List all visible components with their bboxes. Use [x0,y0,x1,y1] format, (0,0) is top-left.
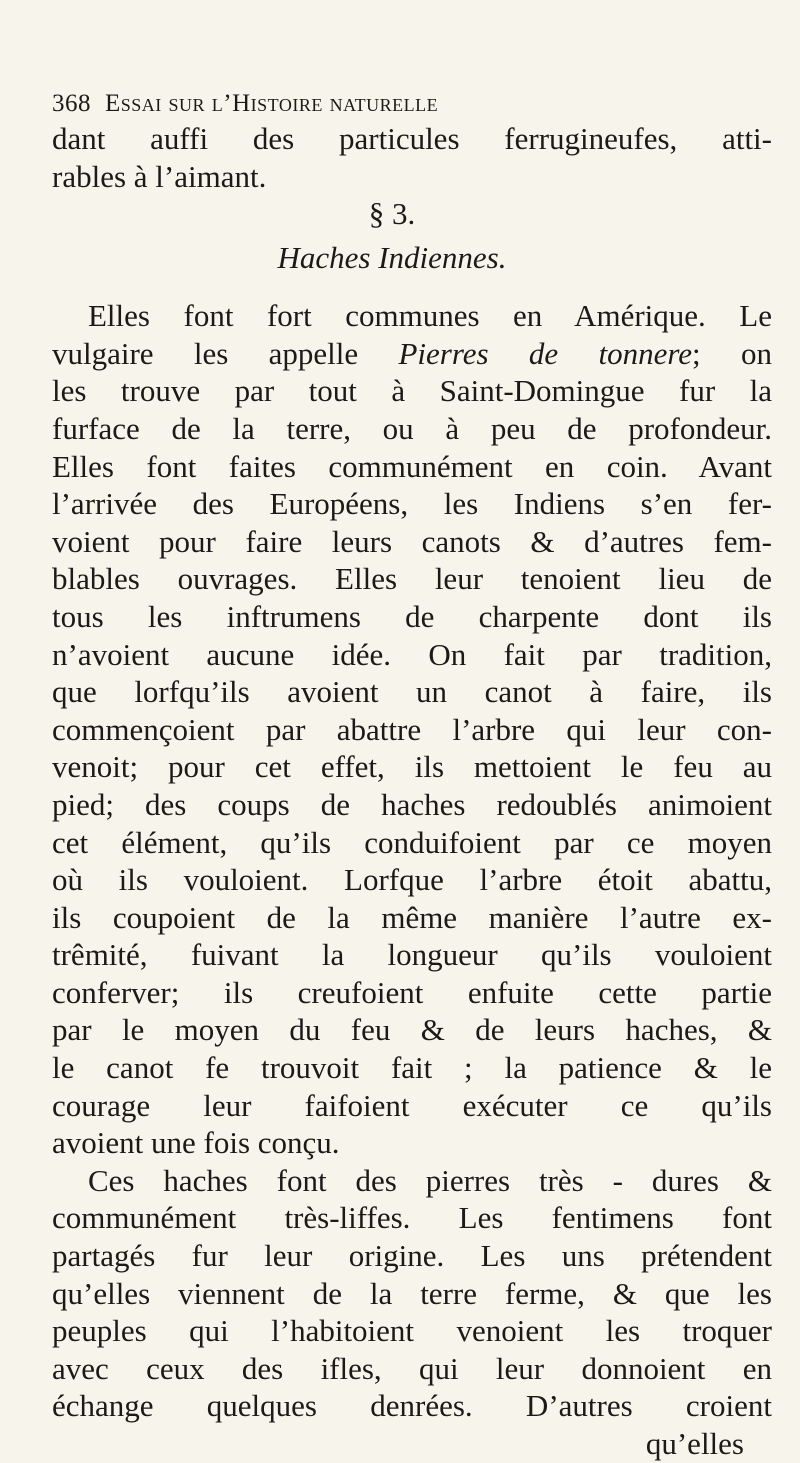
text-line: communément très-liffes. Les fentimens font [52,1200,772,1236]
text-line: Ces haches font des pierres très - dures & [88,1162,772,1198]
text-line: que lorfqu’ils avoient un canot à faire, ils [52,674,772,710]
running-head [52,88,772,120]
text-line: tous les inftrumens de charpente dont ils [52,598,772,634]
text-line: venoit; pour cet effet, ils mettoient le feu au [52,749,772,785]
italic-term: Pierres de tonnere [398,335,693,371]
text-line: Elles font fort communes en Amérique. Le [88,298,772,334]
text-line: Elles font faites communément en coin. Avant [52,448,772,484]
text-line: trêmité, fuivant la longueur qu’ils vouloient [52,937,772,973]
text-line [52,335,772,373]
text-line: par le moyen du feu & de leurs haches, & [52,1012,772,1048]
text-line: avec ceux des ifles, qui leur donnoient en [52,1350,772,1386]
text-line: conferver; ils creufoient enfuite cette partie [52,974,772,1010]
section-number: § 3. [368,196,416,232]
text-line: ils coupoient de la même manière l’autre ex- [52,899,772,935]
text-line: cet élément, qu’ils conduifoient par ce moyen [52,824,772,860]
section-title: Haches Indiennes. [277,240,507,276]
text-line: pied; des coups de haches redoublés animoient [52,786,772,822]
text-line: n’avoient aucune idée. On fait par tradition, [52,636,772,672]
text-fragment: vulgaire les appelle [52,335,399,371]
text-line: furface de la terre, ou à peu de profondeur. [52,410,772,446]
text-line: partagés fur leur origine. Les uns prétendent [52,1238,772,1274]
text-line: avoient une fois conçu. [52,1125,340,1161]
text-line: l’arrivée des Européens, les Indiens s’en fer- [52,486,772,522]
text-line: le canot fe trouvoit fait ; la patience & le [52,1050,772,1086]
text-fragment: ; on [692,335,772,371]
text-line: blables ouvrages. Elles leur tenoient lieu de [52,561,772,597]
page-number: 368 [52,90,91,117]
text-line: rables à l’aimant. [52,158,267,194]
text-line: qu’elles viennent de la terre ferme, & que les [52,1275,772,1311]
text-line: où ils vouloient. Lorfque l’arbre étoit abattu, [52,862,772,898]
text-line: commençoient par abattre l’arbre qui leur con- [52,711,772,747]
text-line: courage leur faifoient exécuter ce qu’ils [52,1087,772,1123]
text-line: peuples qui l’habitoient venoient les troquer [52,1313,772,1349]
book-page [52,88,772,1463]
text-line: les trouve par tout à Saint-Domingue fur la [52,373,772,409]
running-head-title: Essai sur l’Histoire naturelle [105,90,439,117]
text-line: dant auffi des particules ferrugineufes, atti- [52,121,772,156]
text-line: voient pour faire leurs canots & d’autres fem- [52,523,772,559]
catchword: qu’elles [645,1426,744,1461]
text-line: échange quelques denrées. D’autres croient [52,1388,772,1424]
